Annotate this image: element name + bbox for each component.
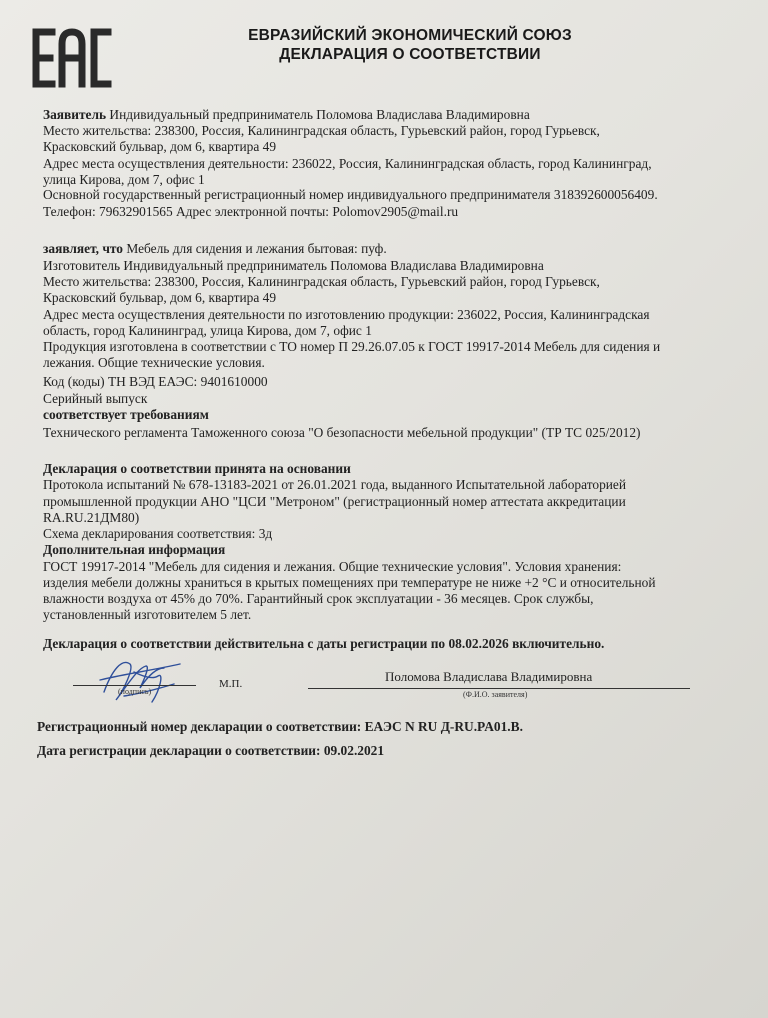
additional-line-4: установленный изготовителем 5 лет. [43,607,252,622]
declares-standard-2: лежания. Общие технические условия. [43,355,265,370]
complies-regulation: Технического регламента Таможенного союза "О безопасности мебельной продукции" (ТР ТС 025/2012) [43,425,641,440]
header-title: ДЕКЛАРАЦИЯ О СООТВЕТСТВИИ [279,46,541,63]
declares-product: Мебель для сидения и лежания бытовая: пуф. [123,241,387,256]
declares-label: заявляет, что [43,241,123,256]
applicant-contacts: Телефон: 79632901565 Адрес электронной почты: Polomov2905@mail.ru [43,204,459,219]
signature-icon [94,650,184,710]
basis-scheme: Схема декларирования соответствия: 3д [43,526,273,541]
signature-caption: (подпись) [118,687,152,696]
declares-standard-1: Продукция изготовлена в соответствии с ТО номер П 29.26.07.05 к ГОСТ 19917-2014 Мебель для сидения и [43,339,661,354]
additional-label: Дополнительная информация [43,542,226,557]
declares-code: Код (коды) ТН ВЭД ЕАЭС: 9401610000 [43,374,268,389]
additional-line-3: влажности воздуха от 45% до 70%. Гарантийный срок эксплуатации - 36 месяцев. Срок службы, [43,591,594,606]
applicant-line [43,107,530,123]
registration-date: Дата регистрации декларации о соответствии: 09.02.2021 [37,743,385,758]
applicant-name: Индивидуальный предприниматель Поломова Владислава Владимировна [106,107,530,122]
header-union: ЕВРАЗИЙСКИЙ ЭКОНОМИЧЕСКИЙ СОЮЗ [248,27,572,44]
basis-line-3: RA.RU.21ДМ80) [43,510,140,525]
declares-activity-2: область, город Калининград, улица Кирова, дом 7, офис 1 [43,323,372,338]
signer-name: Поломова Владислава Владимировна [385,669,593,684]
basis-line-2: промышленной продукции АНО "ЦСИ "Метроном" (регистрационный номер аттестата аккредитации [43,494,626,509]
signature-line [73,685,196,686]
additional-line-1: ГОСТ 19917-2014 "Мебель для сидения и лежания. Общие технические условия". Условия хранения: [43,559,622,574]
declares-residence-2: Красковский бульвар, дом 6, квартира 49 [43,290,277,305]
signer-name-caption: (Ф.И.О. заявителя) [463,690,528,699]
complies-label: соответствует требованиям [43,407,209,422]
basis-label: Декларация о соответствии принята на основании [43,461,351,476]
basis-line-1: Протокола испытаний № 678-13183-2021 от 26.01.2021 года, выданного Испытательной лабораторией [43,477,627,492]
applicant-residence-1: Место жительства: 238300, Россия, Калининградская область, Гурьевский район, город Гурьевск, [43,123,600,138]
declares-maker: Изготовитель Индивидуальный предприниматель Поломова Владислава Владимировна [43,258,544,273]
signer-name-line [308,688,690,689]
registration-number: Регистрационный номер декларации о соответствии: ЕАЭС N RU Д-RU.PA01.В. [37,719,523,734]
applicant-activity-2: улица Кирова, дом 7, офис 1 [43,172,205,187]
additional-line-2: изделия мебели должны храниться в крытых помещениях при температуре не ниже +2 °С и относительной [43,575,656,590]
eac-mark-icon [30,24,114,92]
applicant-ogrn: Основной государственный регистрационный номер индивидуального предпринимателя 318392600056409. [43,187,658,202]
stamp-label: М.П. [219,678,243,690]
declares-activity-1: Адрес места осуществления деятельности по изготовлению продукции: 236022, Россия, Калининградская [43,307,650,322]
applicant-label: Заявитель [43,107,107,122]
declares-serial: Серийный выпуск [43,391,148,406]
document-header [160,26,660,64]
validity-text: Декларация о соответствии действительна с даты регистрации по 08.02.2026 включительно. [43,636,605,651]
declares-line [43,241,387,257]
applicant-residence-2: Красковский бульвар, дом 6, квартира 49 [43,139,277,154]
applicant-activity-1: Адрес места осуществления деятельности: 236022, Россия, Калининградская область, город Калининград, [43,156,652,171]
declares-residence-1: Место жительства: 238300, Россия, Калининградская область, Гурьевский район, город Гурьевск, [43,274,600,289]
